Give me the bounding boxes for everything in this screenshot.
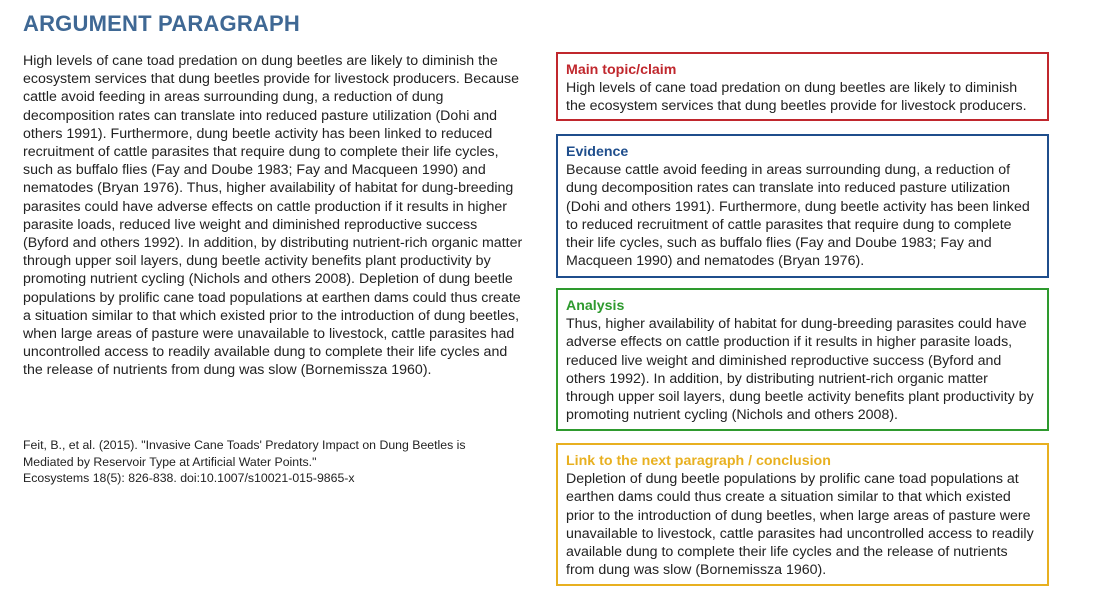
analysis-text: Thus, higher availability of habitat for dung-breeding parasites could have adverse effects on cattle production if it results in higher parasite loads, reduced live weight and diminished reproductive success (Byford and others 1992). In addition, by distributing nutrient-rich organic matter through upper soil layers, dung beetle activity benefits plant productivity by promoting nutrient cycling (Nichols and others 2008). xyxy=(566,316,1034,424)
evidence-box xyxy=(556,134,1049,278)
conclusion-heading: Link to the next paragraph / conclusion xyxy=(566,453,831,469)
conclusion-text: Depletion of dung beetle populations by prolific cane toad populations at earthen dams could thus create a situation similar to that which existed prior to the introduction of dung beetles, when large areas of pasture were unavailable to livestock, cattle parasites had uncontrolled access to readily available dung to complete their life cycles and the release of nutrients from dung was slow (Bornemissza 1960). xyxy=(566,471,1034,579)
citation-line-3: Ecosystems 18(5): 826-838. doi:10.1007/s10021-015-9865-x xyxy=(23,471,355,485)
main-claim-box xyxy=(556,52,1049,121)
main-claim-heading: Main topic/claim xyxy=(566,62,677,78)
evidence-text: Because cattle avoid feeding in areas surrounding dung, a reduction of dung decomposition rates can translate into reduced pasture utilization (Dohi and others 1991). Furthermore, dung beetle activity has been linked to reduced recruitment of cattle parasites that require dung to complete their life cycles, such as buffalo flies (Fay and Doube 1983; Fay and Macqueen 1990) and nematodes (Bryan 1976). xyxy=(566,162,1030,270)
citation xyxy=(23,437,543,487)
evidence-heading: Evidence xyxy=(566,144,629,160)
argument-paragraph: High levels of cane toad predation on dung beetles are likely to diminish the ecosystem services that dung beetles provide for livestock producers. Because cattle avoid feeding in areas surrounding dung, a reduction of dung decomposition rates can translate into reduced pasture utilization (Dohi and others 1991). Furthermore, dung beetle activity has been linked to reduced recruitment of cattle parasites that require dung to complete their life cycles, such as buffalo flies (Fay and Doube 1983; Fay and Macqueen 1990) and nematodes (Bryan 1976). Thus, higher availability of habitat for dung-breeding parasites could have adverse effects on cattle production if it results in higher parasite loads, reduced live weight and diminished reproductive success (Byford and others 1992). In addition, by distributing nutrient-rich organic matter through upper soil layers, dung beetle activity benefits plant productivity by promoting nutrient cycling (Nichols and others 2008). Depletion of dung beetle populations by prolific cane toad populations at earthen dams could thus create a situation similar to that which existed prior to the introduction of dung beetles, when large areas of pasture were unavailable to livestock, cattle parasites had uncontrolled access to readily available dung to complete their life cycles and the release of nutrients from dung was slow (Bornemissza 1960). xyxy=(23,53,523,379)
analysis-heading: Analysis xyxy=(566,298,625,314)
conclusion-box xyxy=(556,443,1049,586)
main-claim-text: High levels of cane toad predation on dung beetles are likely to diminish the ecosystem services that dung beetles provide for livestock producers. xyxy=(566,80,1027,115)
citation-line-2: Mediated by Reservoir Type at Artificial Water Points." xyxy=(23,454,317,469)
page-title: ARGUMENT PARAGRAPH xyxy=(23,11,300,36)
citation-line-1: Feit, B., et al. (2015). "Invasive Cane Toads' Predatory Impact on Dung Beetles is xyxy=(23,438,466,452)
analysis-box xyxy=(556,288,1049,431)
